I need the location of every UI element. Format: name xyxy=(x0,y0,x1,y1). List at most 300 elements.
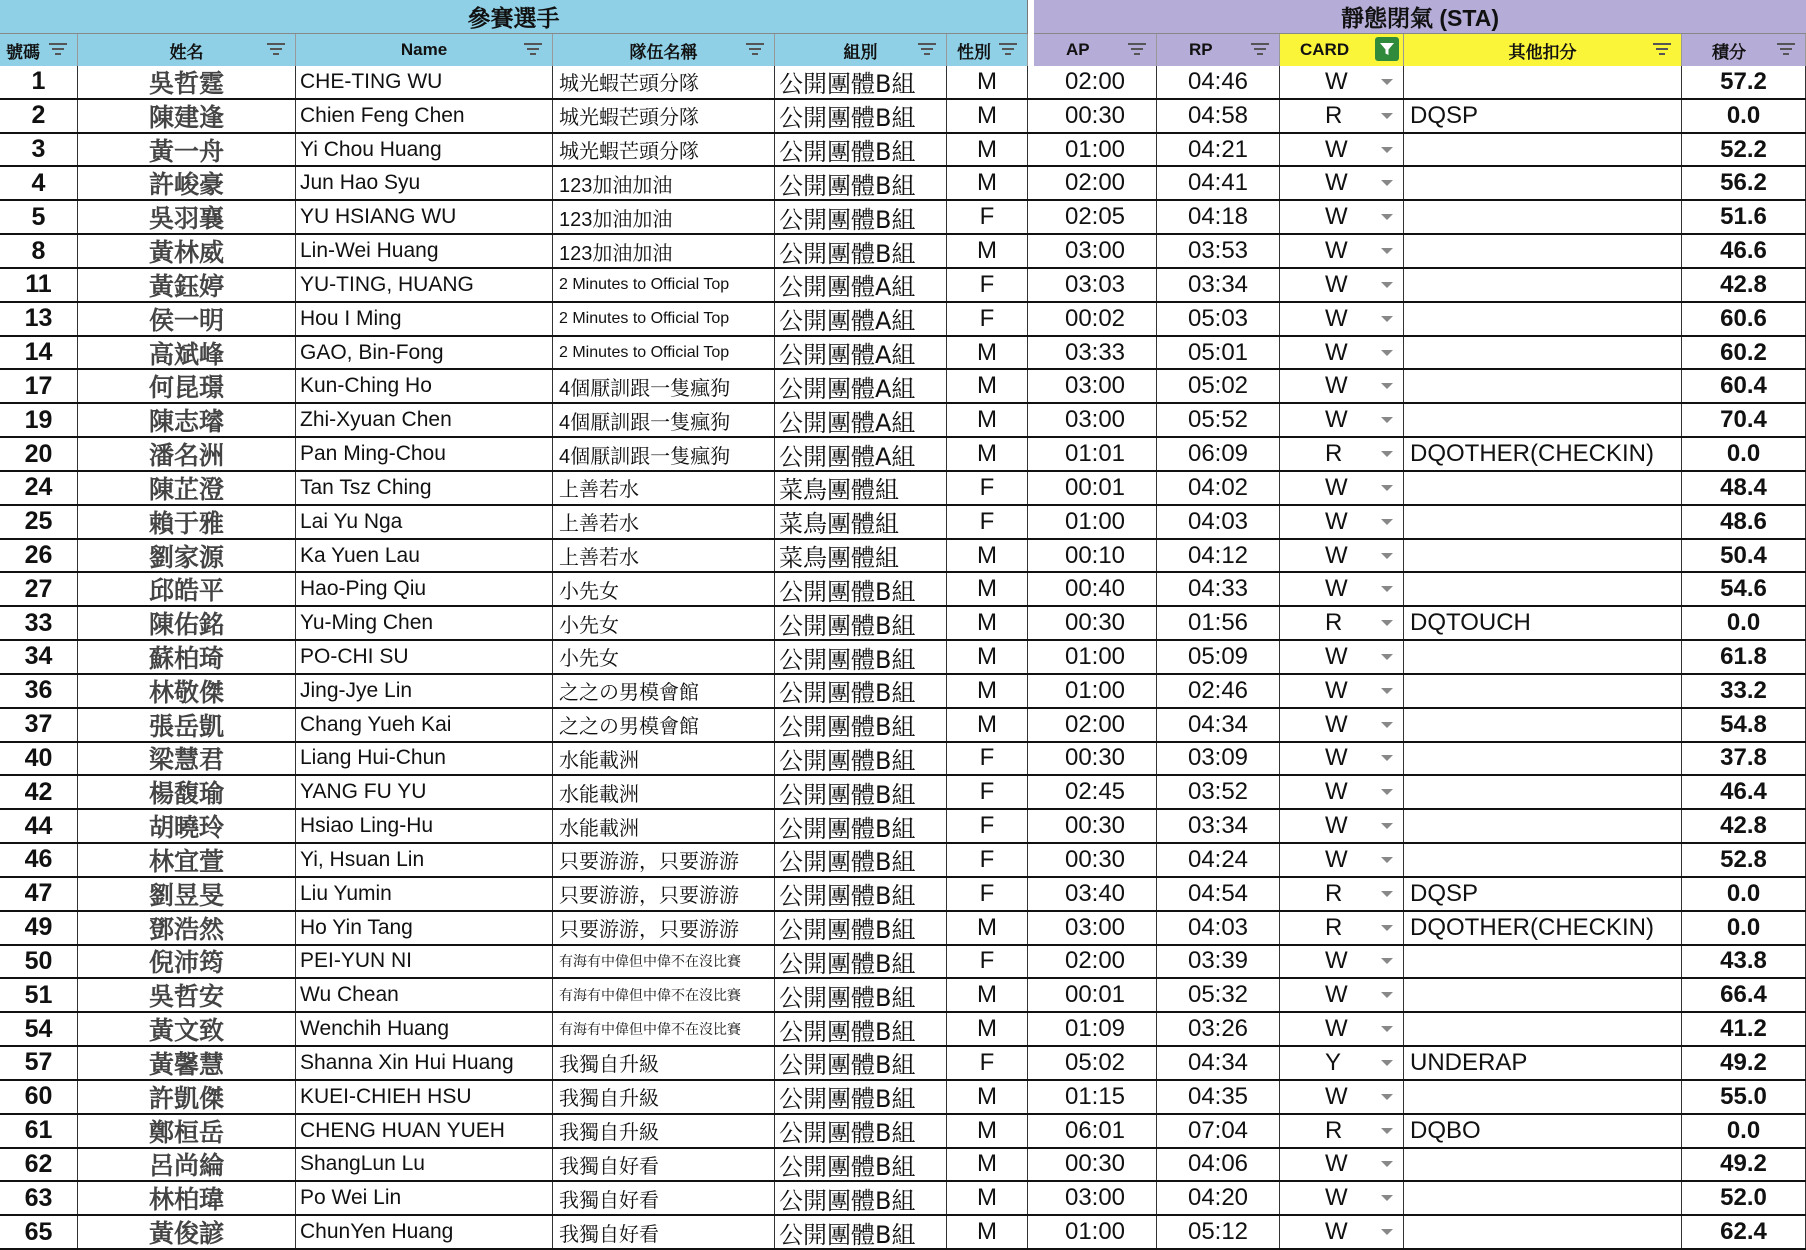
card-value: W xyxy=(1325,1150,1348,1178)
realized-performance: 06:09 xyxy=(1157,438,1280,470)
announced-performance: 00:01 xyxy=(1034,979,1157,1011)
filter-icon[interactable] xyxy=(1251,43,1269,57)
chinese-name: 張岳凱 xyxy=(78,709,296,741)
announced-performance: 01:00 xyxy=(1034,641,1157,673)
english-name: Tan Tsz Ching xyxy=(296,472,553,504)
team-name: 上善若水 xyxy=(553,540,775,572)
filter-icon[interactable] xyxy=(1128,43,1146,57)
realized-performance: 03:26 xyxy=(1157,1013,1280,1045)
team-name: 只要游游，只要游游 xyxy=(553,912,775,944)
dropdown-arrow-icon[interactable] xyxy=(1381,1060,1393,1066)
team-name: 只要游游，只要游游 xyxy=(553,878,775,910)
chinese-name: 黃馨慧 xyxy=(78,1047,296,1079)
score: 0.0 xyxy=(1682,1115,1806,1147)
score: 46.4 xyxy=(1682,776,1806,808)
announced-performance: 02:00 xyxy=(1034,946,1157,978)
realized-performance: 01:56 xyxy=(1157,607,1280,639)
dropdown-arrow-icon[interactable] xyxy=(1381,688,1393,694)
penalty: DQSP xyxy=(1404,878,1682,910)
dropdown-arrow-icon[interactable] xyxy=(1381,248,1393,254)
card-value: W xyxy=(1325,710,1348,738)
group-name: 公開團體B組 xyxy=(775,1115,947,1147)
team-name: 4個厭訓跟一隻瘋狗 xyxy=(553,404,775,436)
realized-performance: 04:03 xyxy=(1157,506,1280,538)
card-select[interactable] xyxy=(1280,607,1404,639)
english-name: Lin-Wei Huang xyxy=(296,235,553,267)
team-name: 我獨自升級 xyxy=(553,1047,775,1079)
card-value: Y xyxy=(1325,1048,1342,1076)
penalty xyxy=(1404,709,1682,741)
participants-group-title: 參賽選手 xyxy=(0,0,1028,34)
chinese-name: 梁慧君 xyxy=(78,743,296,775)
chinese-name: 林敬傑 xyxy=(78,675,296,707)
dropdown-arrow-icon[interactable] xyxy=(1381,553,1393,559)
group-name: 公開團體B組 xyxy=(775,946,947,978)
dropdown-arrow-icon[interactable] xyxy=(1381,925,1393,931)
row-number: 24 xyxy=(0,472,78,504)
chinese-name: 胡曉玲 xyxy=(78,810,296,842)
group-name: 公開團體B組 xyxy=(775,675,947,707)
score: 66.4 xyxy=(1682,979,1806,1011)
table-row xyxy=(0,641,1806,675)
score: 54.8 xyxy=(1682,709,1806,741)
sex: M xyxy=(947,607,1028,639)
penalty: DQTOUCH xyxy=(1404,607,1682,639)
header-cname[interactable]: 姓名 xyxy=(78,34,296,66)
card-select[interactable] xyxy=(1280,303,1404,335)
row-number: 44 xyxy=(0,810,78,842)
announced-performance: 02:00 xyxy=(1034,66,1157,98)
card-select[interactable] xyxy=(1280,946,1404,978)
row-number: 11 xyxy=(0,269,78,301)
card-select[interactable] xyxy=(1280,979,1404,1011)
card-select[interactable] xyxy=(1280,912,1404,944)
card-select[interactable] xyxy=(1280,438,1404,470)
english-name: YU-TING, HUANG xyxy=(296,269,553,301)
score: 52.2 xyxy=(1682,134,1806,166)
realized-performance: 03:39 xyxy=(1157,946,1280,978)
card-select[interactable] xyxy=(1280,404,1404,436)
team-name: 123加油加油 xyxy=(553,167,775,199)
row-number: 1 xyxy=(0,66,78,98)
realized-performance: 02:46 xyxy=(1157,675,1280,707)
sex: M xyxy=(947,1115,1028,1147)
realized-performance: 03:09 xyxy=(1157,743,1280,775)
dropdown-arrow-icon[interactable] xyxy=(1381,316,1393,322)
score: 41.2 xyxy=(1682,1013,1806,1045)
score: 46.6 xyxy=(1682,235,1806,267)
header-group[interactable]: 組別 xyxy=(775,34,947,66)
team-name: 城光蝦芒頭分隊 xyxy=(553,134,775,166)
english-name: Yi Chou Huang xyxy=(296,134,553,166)
score: 0.0 xyxy=(1682,438,1806,470)
announced-performance: 02:45 xyxy=(1034,776,1157,808)
dropdown-arrow-icon[interactable] xyxy=(1381,1161,1393,1167)
english-name: KUEI-CHIEH HSU xyxy=(296,1081,553,1113)
card-select[interactable] xyxy=(1280,878,1404,910)
announced-performance: 03:00 xyxy=(1034,235,1157,267)
card-value: W xyxy=(1325,169,1348,197)
team-name: 2 Minutes to Official Top xyxy=(553,269,775,301)
dropdown-arrow-icon[interactable] xyxy=(1381,992,1393,998)
header-sex[interactable]: 性別 xyxy=(947,34,1028,66)
card-value: R xyxy=(1325,913,1343,941)
card-select[interactable] xyxy=(1280,810,1404,842)
card-value: R xyxy=(1325,101,1343,129)
row-number: 13 xyxy=(0,303,78,335)
filter-icon[interactable] xyxy=(918,43,936,57)
card-select[interactable] xyxy=(1280,167,1404,199)
penalty xyxy=(1404,506,1682,538)
chinese-name: 林柏瑋 xyxy=(78,1182,296,1214)
penalty xyxy=(1404,1182,1682,1214)
card-value: W xyxy=(1325,338,1348,366)
header-rp[interactable]: RP xyxy=(1157,34,1280,66)
team-name: 小先女 xyxy=(553,607,775,639)
announced-performance: 03:00 xyxy=(1034,1182,1157,1214)
sex: M xyxy=(947,912,1028,944)
score: 43.8 xyxy=(1682,946,1806,978)
static-apnea-group-title: 靜態閉氣 (STA) xyxy=(1034,0,1806,34)
group-name: 公開團體B組 xyxy=(775,66,947,98)
chinese-name: 鄧浩然 xyxy=(78,912,296,944)
sex: M xyxy=(947,1216,1028,1248)
table-row xyxy=(0,1182,1806,1216)
card-select[interactable] xyxy=(1280,201,1404,233)
row-number: 17 xyxy=(0,370,78,402)
english-name: Yi, Hsuan Lin xyxy=(296,844,553,876)
announced-performance: 03:00 xyxy=(1034,912,1157,944)
card-select[interactable] xyxy=(1280,641,1404,673)
english-name: Liang Hui-Chun xyxy=(296,743,553,775)
penalty xyxy=(1404,979,1682,1011)
chinese-name: 楊馥瑜 xyxy=(78,776,296,808)
penalty xyxy=(1404,201,1682,233)
row-number: 20 xyxy=(0,438,78,470)
card-select[interactable] xyxy=(1280,573,1404,605)
dropdown-arrow-icon[interactable] xyxy=(1381,79,1393,85)
row-number: 63 xyxy=(0,1182,78,1214)
filter-icon[interactable] xyxy=(1777,43,1795,57)
chinese-name: 何昆璟 xyxy=(78,370,296,402)
filter-icon[interactable] xyxy=(999,43,1017,57)
card-value: W xyxy=(1325,778,1348,806)
dropdown-arrow-icon[interactable] xyxy=(1381,620,1393,626)
card-select[interactable] xyxy=(1280,337,1404,369)
chinese-name: 賴于雅 xyxy=(78,506,296,538)
english-name: CHENG HUAN YUEH xyxy=(296,1115,553,1147)
realized-performance: 04:20 xyxy=(1157,1182,1280,1214)
chinese-name: 陳建逢 xyxy=(78,100,296,132)
group-header-row xyxy=(0,0,1806,34)
score: 0.0 xyxy=(1682,607,1806,639)
table-row xyxy=(0,844,1806,878)
team-name: 4個厭訓跟一隻瘋狗 xyxy=(553,370,775,402)
dropdown-arrow-icon[interactable] xyxy=(1381,1026,1393,1032)
table-row xyxy=(0,269,1806,303)
team-name: 我獨自升級 xyxy=(553,1081,775,1113)
header-ename[interactable]: Name xyxy=(296,34,553,66)
card-select[interactable] xyxy=(1280,134,1404,166)
table-row xyxy=(0,1013,1806,1047)
table-row xyxy=(0,776,1806,810)
dropdown-arrow-icon[interactable] xyxy=(1381,722,1393,728)
card-value: W xyxy=(1325,1015,1348,1043)
group-name: 公開團體B組 xyxy=(775,844,947,876)
card-select[interactable] xyxy=(1280,675,1404,707)
realized-performance: 03:34 xyxy=(1157,810,1280,842)
team-name: 小先女 xyxy=(553,641,775,673)
card-value: R xyxy=(1325,609,1343,637)
announced-performance: 00:30 xyxy=(1034,607,1157,639)
filter-icon[interactable] xyxy=(267,43,285,57)
team-name: 2 Minutes to Official Top xyxy=(553,303,775,335)
dropdown-arrow-icon[interactable] xyxy=(1381,1094,1393,1100)
table-row xyxy=(0,810,1806,844)
filter-icon[interactable] xyxy=(524,43,542,57)
dropdown-arrow-icon[interactable] xyxy=(1381,586,1393,592)
dropdown-arrow-icon[interactable] xyxy=(1381,451,1393,457)
penalty xyxy=(1404,472,1682,504)
header-team[interactable]: 隊伍名稱 xyxy=(553,34,775,66)
table-row xyxy=(0,1149,1806,1183)
announced-performance: 03:00 xyxy=(1034,404,1157,436)
realized-performance: 05:52 xyxy=(1157,404,1280,436)
english-name: GAO, Bin-Fong xyxy=(296,337,553,369)
penalty xyxy=(1404,844,1682,876)
dropdown-arrow-icon[interactable] xyxy=(1381,417,1393,423)
group-name: 公開團體B組 xyxy=(775,100,947,132)
group-name: 公開團體B組 xyxy=(775,235,947,267)
group-name: 公開團體B組 xyxy=(775,167,947,199)
card-value: R xyxy=(1325,1116,1343,1144)
announced-performance: 00:30 xyxy=(1034,100,1157,132)
group-name: 公開團體B組 xyxy=(775,709,947,741)
header-num[interactable]: 號碼 xyxy=(0,34,78,66)
group-name: 公開團體B組 xyxy=(775,1081,947,1113)
announced-performance: 02:00 xyxy=(1034,709,1157,741)
card-value: W xyxy=(1325,135,1348,163)
table-row xyxy=(0,1047,1806,1081)
sex: F xyxy=(947,303,1028,335)
card-select[interactable] xyxy=(1280,1047,1404,1079)
table-row xyxy=(0,912,1806,946)
dropdown-arrow-icon[interactable] xyxy=(1381,147,1393,153)
card-value: W xyxy=(1325,1184,1348,1212)
score: 70.4 xyxy=(1682,404,1806,436)
realized-performance: 04:34 xyxy=(1157,709,1280,741)
announced-performance: 01:00 xyxy=(1034,134,1157,166)
card-select[interactable] xyxy=(1280,1216,1404,1248)
group-name: 公開團體B組 xyxy=(775,573,947,605)
dropdown-arrow-icon[interactable] xyxy=(1381,789,1393,795)
row-number: 25 xyxy=(0,506,78,538)
row-number: 3 xyxy=(0,134,78,166)
group-name: 公開團體B組 xyxy=(775,134,947,166)
card-select[interactable] xyxy=(1280,100,1404,132)
card-value: W xyxy=(1325,642,1348,670)
penalty xyxy=(1404,540,1682,572)
active-filter-icon[interactable] xyxy=(1375,37,1399,61)
card-value: W xyxy=(1325,473,1348,501)
row-number: 46 xyxy=(0,844,78,876)
chinese-name: 許峻豪 xyxy=(78,167,296,199)
score: 42.8 xyxy=(1682,269,1806,301)
dropdown-arrow-icon[interactable] xyxy=(1381,1229,1393,1235)
dropdown-arrow-icon[interactable] xyxy=(1381,214,1393,220)
card-select[interactable] xyxy=(1280,235,1404,267)
dropdown-arrow-icon[interactable] xyxy=(1381,383,1393,389)
realized-performance: 04:41 xyxy=(1157,167,1280,199)
dropdown-arrow-icon[interactable] xyxy=(1381,823,1393,829)
penalty xyxy=(1404,810,1682,842)
column-header-row xyxy=(0,34,1806,66)
filter-icon[interactable] xyxy=(746,43,764,57)
card-select[interactable] xyxy=(1280,472,1404,504)
card-select[interactable] xyxy=(1280,1149,1404,1181)
row-number: 51 xyxy=(0,979,78,1011)
table-row xyxy=(0,540,1806,574)
announced-performance: 01:00 xyxy=(1034,506,1157,538)
card-value: W xyxy=(1325,67,1348,95)
card-select[interactable] xyxy=(1280,66,1404,98)
row-number: 33 xyxy=(0,607,78,639)
group-name: 公開團體A組 xyxy=(775,337,947,369)
card-select[interactable] xyxy=(1280,709,1404,741)
row-number: 26 xyxy=(0,540,78,572)
card-select[interactable] xyxy=(1280,743,1404,775)
card-select[interactable] xyxy=(1280,506,1404,538)
row-number: 47 xyxy=(0,878,78,910)
penalty: UNDERAP xyxy=(1404,1047,1682,1079)
dropdown-arrow-icon[interactable] xyxy=(1381,857,1393,863)
sex: F xyxy=(947,946,1028,978)
header-card[interactable]: CARD xyxy=(1280,34,1404,66)
header-ap[interactable]: AP xyxy=(1034,34,1157,66)
group-name: 公開團體B組 xyxy=(775,1182,947,1214)
row-number: 27 xyxy=(0,573,78,605)
announced-performance: 03:00 xyxy=(1034,370,1157,402)
english-name: Chang Yueh Kai xyxy=(296,709,553,741)
team-name: 水能載洲 xyxy=(553,743,775,775)
group-name: 公開團體A組 xyxy=(775,370,947,402)
header-score[interactable]: 積分 xyxy=(1682,34,1806,66)
card-select[interactable] xyxy=(1280,776,1404,808)
card-select[interactable] xyxy=(1280,1013,1404,1045)
announced-performance: 00:30 xyxy=(1034,743,1157,775)
dropdown-arrow-icon[interactable] xyxy=(1381,519,1393,525)
dropdown-arrow-icon[interactable] xyxy=(1381,485,1393,491)
realized-performance: 03:34 xyxy=(1157,269,1280,301)
penalty: DQSP xyxy=(1404,100,1682,132)
card-select[interactable] xyxy=(1280,540,1404,572)
chinese-name: 許凱傑 xyxy=(78,1081,296,1113)
dropdown-arrow-icon[interactable] xyxy=(1381,654,1393,660)
penalty xyxy=(1404,66,1682,98)
english-name: PO-CHI SU xyxy=(296,641,553,673)
table-row xyxy=(0,979,1806,1013)
dropdown-arrow-icon[interactable] xyxy=(1381,1128,1393,1134)
sex: M xyxy=(947,709,1028,741)
dropdown-arrow-icon[interactable] xyxy=(1381,282,1393,288)
score: 61.8 xyxy=(1682,641,1806,673)
sex: M xyxy=(947,235,1028,267)
card-select[interactable] xyxy=(1280,1081,1404,1113)
row-number: 60 xyxy=(0,1081,78,1113)
announced-performance: 00:10 xyxy=(1034,540,1157,572)
penalty xyxy=(1404,743,1682,775)
filter-icon[interactable] xyxy=(1653,43,1671,57)
dropdown-arrow-icon[interactable] xyxy=(1381,1195,1393,1201)
dropdown-arrow-icon[interactable] xyxy=(1381,350,1393,356)
chinese-name: 倪沛筠 xyxy=(78,946,296,978)
english-name: Pan Ming-Chou xyxy=(296,438,553,470)
dropdown-arrow-icon[interactable] xyxy=(1381,113,1393,119)
dropdown-arrow-icon[interactable] xyxy=(1381,180,1393,186)
row-number: 54 xyxy=(0,1013,78,1045)
score: 62.4 xyxy=(1682,1216,1806,1248)
card-select[interactable] xyxy=(1280,844,1404,876)
dropdown-arrow-icon[interactable] xyxy=(1381,958,1393,964)
realized-performance: 03:52 xyxy=(1157,776,1280,808)
team-name: 123加油加油 xyxy=(553,235,775,267)
penalty xyxy=(1404,337,1682,369)
header-penalty[interactable]: 其他扣分 xyxy=(1404,34,1682,66)
score: 0.0 xyxy=(1682,100,1806,132)
dropdown-arrow-icon[interactable] xyxy=(1381,755,1393,761)
sex: M xyxy=(947,134,1028,166)
group-name: 菜鳥團體組 xyxy=(775,540,947,572)
filter-icon[interactable] xyxy=(49,43,67,57)
penalty xyxy=(1404,303,1682,335)
sex: M xyxy=(947,404,1028,436)
card-value: W xyxy=(1325,676,1348,704)
table-row xyxy=(0,675,1806,709)
penalty xyxy=(1404,269,1682,301)
english-name: Kun-Ching Ho xyxy=(296,370,553,402)
announced-performance: 00:01 xyxy=(1034,472,1157,504)
realized-performance: 04:06 xyxy=(1157,1149,1280,1181)
english-name: YU HSIANG WU xyxy=(296,201,553,233)
card-select[interactable] xyxy=(1280,1182,1404,1214)
chinese-name: 黃鈺婷 xyxy=(78,269,296,301)
dropdown-arrow-icon[interactable] xyxy=(1381,891,1393,897)
penalty: DQBO xyxy=(1404,1115,1682,1147)
card-select[interactable] xyxy=(1280,370,1404,402)
announced-performance: 01:00 xyxy=(1034,675,1157,707)
group-name: 菜鳥團體組 xyxy=(775,506,947,538)
card-value: W xyxy=(1325,507,1348,535)
announced-performance: 01:01 xyxy=(1034,438,1157,470)
score: 52.0 xyxy=(1682,1182,1806,1214)
realized-performance: 04:03 xyxy=(1157,912,1280,944)
card-value: W xyxy=(1325,947,1348,975)
card-select[interactable] xyxy=(1280,269,1404,301)
group-name: 公開團體B組 xyxy=(775,1013,947,1045)
card-select[interactable] xyxy=(1280,1115,1404,1147)
english-name: Yu-Ming Chen xyxy=(296,607,553,639)
sex: M xyxy=(947,100,1028,132)
row-number: 8 xyxy=(0,235,78,267)
row-number: 2 xyxy=(0,100,78,132)
group-name: 公開團體B組 xyxy=(775,810,947,842)
table-row xyxy=(0,573,1806,607)
row-number: 14 xyxy=(0,337,78,369)
english-name: Hao-Ping Qiu xyxy=(296,573,553,605)
group-name: 公開團體B組 xyxy=(775,878,947,910)
card-value: W xyxy=(1325,237,1348,265)
score: 57.2 xyxy=(1682,66,1806,98)
